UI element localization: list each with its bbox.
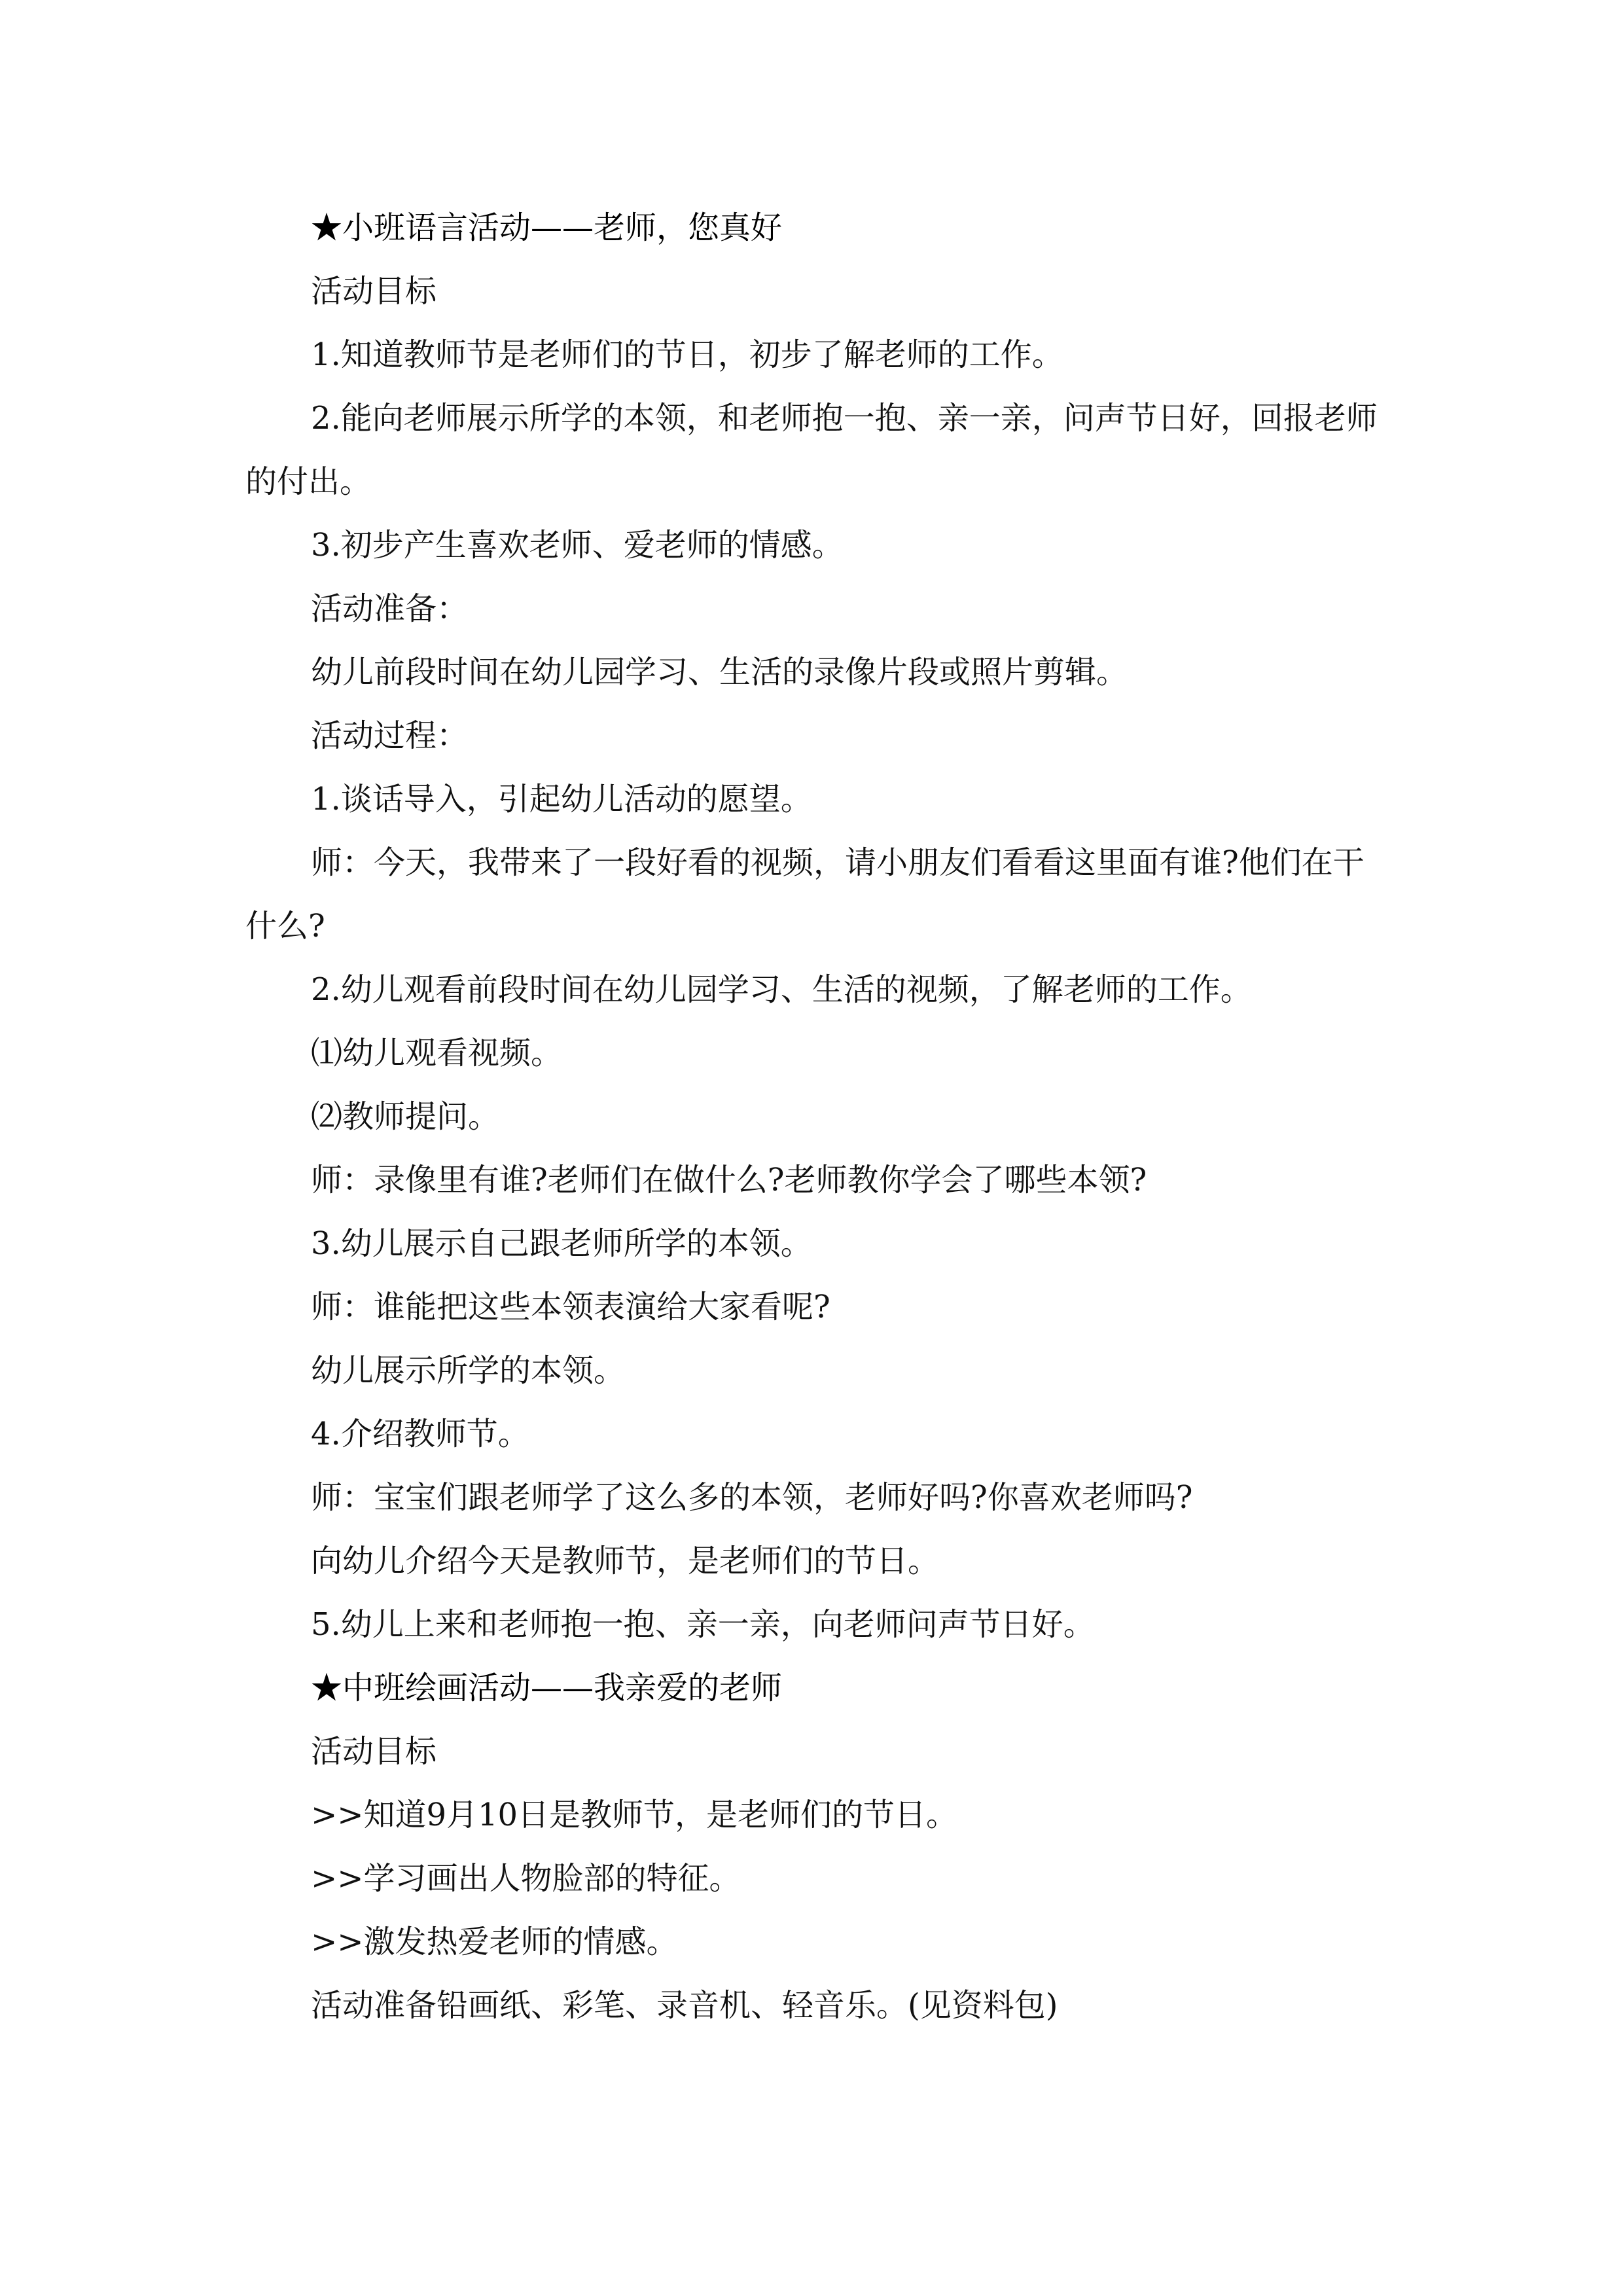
section-heading-small-class: ★小班语言活动——老师，您真好 bbox=[311, 209, 783, 246]
goal-bullet-1: >>知道9月10日是教师节，是老师们的节日。 bbox=[311, 1797, 958, 1833]
process-step-1: 1.谈话导入，引起幼儿活动的愿望。 bbox=[311, 781, 812, 817]
process-step-2-sub-1: ⑴幼儿观看视频。 bbox=[311, 1035, 563, 1071]
goal-item-2: 2.能向老师展示所学的本领，和老师抱一抱、亲一亲，问声节日好，回报老师的付出。 bbox=[245, 400, 1378, 500]
process-step-3-dialogue: 师：谁能把这些本领表演给大家看呢? bbox=[311, 1289, 830, 1325]
process-step-4: 4.介绍教师节。 bbox=[311, 1416, 529, 1452]
process-step-2-dialogue: 师：录像里有谁?老师们在做什么?老师教你学会了哪些本领? bbox=[311, 1162, 1147, 1198]
subheading-activity-goals: 活动目标 bbox=[311, 273, 437, 310]
process-step-2: 2.幼儿观看前段时间在幼儿园学习、生活的视频，了解老师的工作。 bbox=[311, 971, 1252, 1008]
process-step-5: 5.幼儿上来和老师抱一抱、亲一亲，向老师问声节日好。 bbox=[311, 1606, 1095, 1643]
process-step-3-note: 幼儿展示所学的本领。 bbox=[311, 1352, 626, 1389]
section-heading-middle-class: ★中班绘画活动——我亲爱的老师 bbox=[311, 1670, 783, 1706]
process-step-4-note: 向幼儿介绍今天是教师节，是老师们的节日。 bbox=[311, 1543, 940, 1579]
preparation-text: 幼儿前段时间在幼儿园学习、生活的录像片段或照片剪辑。 bbox=[311, 654, 1128, 691]
process-step-1-dialogue: 师：今天，我带来了一段好看的视频，请小朋友们看看这里面有谁?他们在干什么? bbox=[245, 844, 1364, 944]
goal-item-3: 3.初步产生喜欢老师、爱老师的情感。 bbox=[311, 527, 844, 564]
process-step-3: 3.幼儿展示自己跟老师所学的本领。 bbox=[311, 1225, 812, 1262]
process-step-4-dialogue: 师：宝宝们跟老师学了这么多的本领，老师好吗?你喜欢老师吗? bbox=[311, 1479, 1193, 1516]
goal-bullet-2: >>学习画出人物脸部的特征。 bbox=[311, 1860, 741, 1897]
subheading-activity-goals-2: 活动目标 bbox=[311, 1733, 437, 1770]
process-step-2-sub-2: ⑵教师提问。 bbox=[311, 1098, 500, 1135]
preparation-text-2: 活动准备铅画纸、彩笔、录音机、轻音乐。(见资料包) bbox=[311, 1987, 1058, 2024]
document-body bbox=[245, 196, 1381, 2037]
subheading-activity-process: 活动过程： bbox=[311, 717, 469, 754]
goal-item-1: 1.知道教师节是老师们的节日，初步了解老师的工作。 bbox=[311, 336, 1063, 373]
goal-bullet-3: >>激发热爱老师的情感。 bbox=[311, 1924, 678, 1960]
subheading-activity-preparation: 活动准备： bbox=[311, 590, 469, 627]
